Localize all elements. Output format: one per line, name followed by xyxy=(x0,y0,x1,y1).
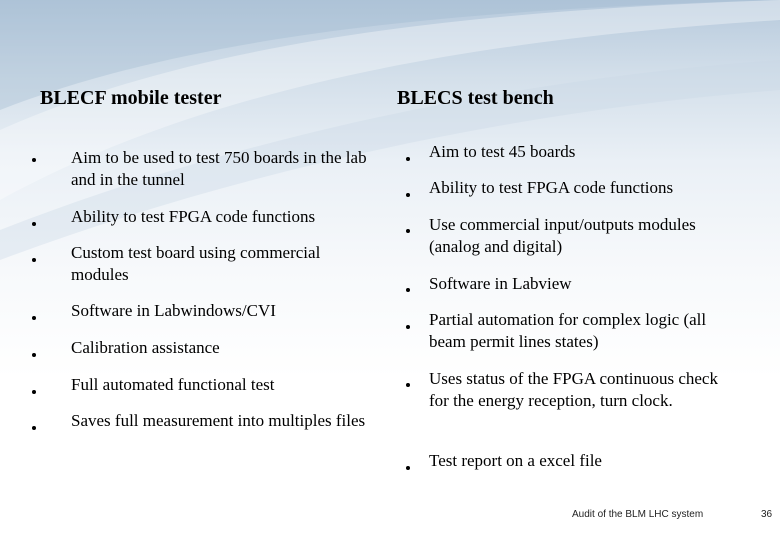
bullet-dot xyxy=(32,390,36,394)
right-item-5: Partial automation for complex logic (all beam permit lines states) xyxy=(429,310,707,351)
right-item-4: Software in Labview xyxy=(429,274,572,293)
left-item-1: Aim to be used to test 750 boards in the lab and in the tunnel xyxy=(71,148,367,189)
bullet-dot xyxy=(406,466,410,470)
bullet-dot xyxy=(32,222,36,226)
bullet-dot xyxy=(406,157,410,161)
bullet-dot xyxy=(32,353,36,357)
right-item-7: Test report on a excel file xyxy=(429,451,602,470)
bullet-dot xyxy=(32,258,36,262)
left-item-2: Ability to test FPGA code functions xyxy=(71,207,316,226)
left-item-3: Custom test board using commercial modules xyxy=(71,243,321,284)
left-item-6: Full automated functional test xyxy=(71,375,275,394)
right-item-2: Ability to test FPGA code functions xyxy=(429,178,674,197)
page-number: 36 xyxy=(761,509,773,520)
left-item-5: Calibration assistance xyxy=(71,338,220,357)
footer-caption: Audit of the BLM LHC system xyxy=(572,509,704,520)
bullet-dot xyxy=(406,193,410,197)
right-column-title: BLECS test bench xyxy=(397,87,554,109)
left-item-4: Software in Labwindows/CVI xyxy=(71,301,276,320)
right-item-1: Aim to test 45 boards xyxy=(429,142,576,161)
right-item-3: Use commercial input/outputs modules (analog and digital) xyxy=(429,215,696,256)
bullet-dot xyxy=(406,288,410,292)
bullet-dot xyxy=(32,316,36,320)
left-column-title: BLECF mobile tester xyxy=(40,87,222,109)
bullet-dot xyxy=(32,426,36,430)
bullet-dot xyxy=(32,158,36,162)
right-item-6: Uses status of the FPGA continuous check for the energy reception, turn clock. xyxy=(429,369,718,410)
bullet-dot xyxy=(406,383,410,387)
bullet-dot xyxy=(406,229,410,233)
left-item-7: Saves full measurement into multiples files xyxy=(71,411,366,430)
bullet-dot xyxy=(406,325,410,329)
